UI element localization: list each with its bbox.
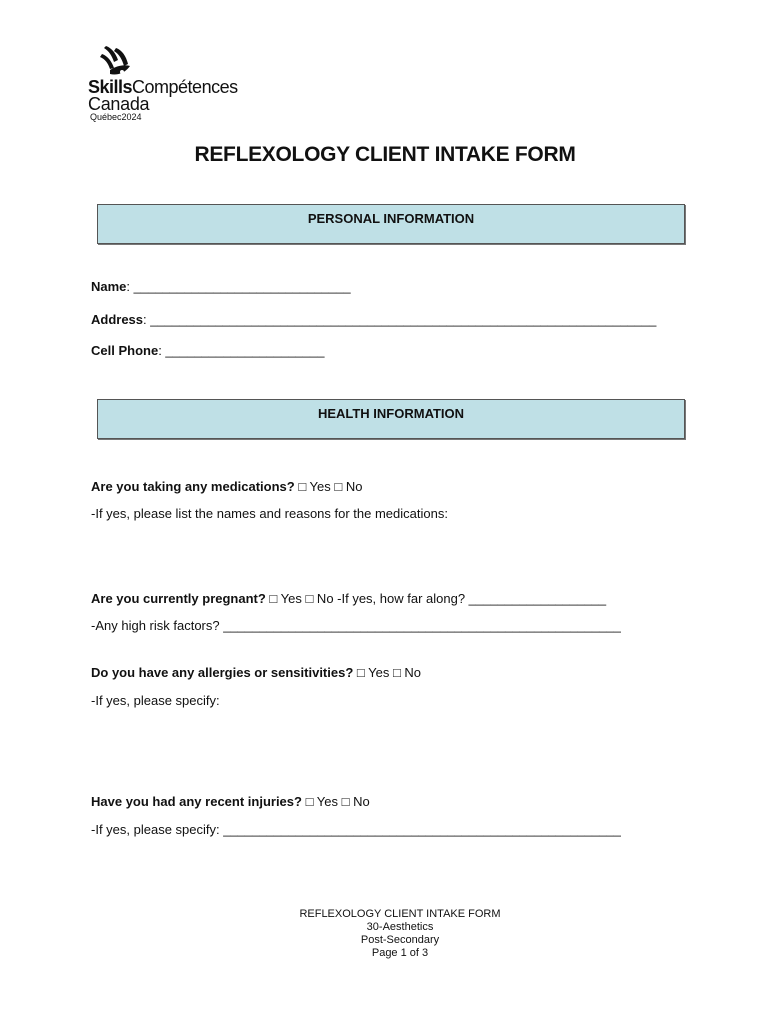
form-title: REFLEXOLOGY CLIENT INTAKE FORM: [194, 143, 576, 166]
cell-phone-blank[interactable]: : ______________________: [158, 343, 325, 358]
allergies-question-text: Do you have any allergies or sensitivities?: [91, 665, 354, 680]
name-field[interactable]: [91, 279, 351, 295]
injuries-question[interactable]: [91, 794, 370, 810]
skills-canada-hands-icon: [98, 44, 132, 78]
logo-quebec2024: Québec2024: [90, 112, 142, 122]
personal-information-header: [97, 204, 685, 244]
medications-checkboxes[interactable]: □ Yes □ No: [294, 479, 363, 494]
injuries-question-text: Have you had any recent injuries?: [91, 794, 302, 809]
allergies-followup: -If yes, please specify:: [91, 693, 220, 708]
injuries-followup-field[interactable]: -If yes, please specify: _______________________________________________________: [91, 822, 621, 837]
health-information-header: [97, 399, 685, 439]
skills-canada-logo: [88, 44, 258, 124]
personal-information-label: PERSONAL INFORMATION: [307, 211, 475, 226]
name-label: Name: [91, 279, 127, 294]
footer-level: Post-Secondary: [360, 934, 440, 946]
footer-page-number: Page 1 of 3: [371, 947, 429, 959]
address-field[interactable]: [91, 312, 656, 328]
pregnant-question[interactable]: [91, 591, 606, 607]
page-footer: [0, 908, 770, 960]
logo-canada: Canada: [88, 94, 150, 114]
pregnant-checkboxes[interactable]: □ Yes □ No -If yes, how far along? ___________________: [265, 591, 607, 606]
medications-question[interactable]: [91, 479, 362, 495]
risk-factors-field[interactable]: -Any high risk factors? _______________________________________________________: [91, 618, 621, 633]
injuries-checkboxes[interactable]: □ Yes □ No: [301, 794, 370, 809]
allergies-checkboxes[interactable]: □ Yes □ No: [353, 665, 422, 680]
medications-question-text: Are you taking any medications?: [91, 479, 295, 494]
address-blank[interactable]: : ______________________________________________________________________: [143, 312, 657, 327]
address-label: Address: [91, 312, 144, 327]
allergies-question[interactable]: [91, 665, 421, 681]
footer-category: 30-Aesthetics: [366, 921, 434, 933]
logo-competences: Compétences: [132, 77, 238, 97]
logo-skills: Skills: [88, 77, 133, 97]
pregnant-question-text: Are you currently pregnant?: [91, 591, 266, 606]
cell-phone-label: Cell Phone: [91, 343, 159, 358]
medications-followup: -If yes, please list the names and reasons for the medications:: [91, 506, 448, 521]
health-information-label: HEALTH INFORMATION: [317, 406, 465, 421]
name-blank[interactable]: : ______________________________: [126, 279, 351, 294]
cell-phone-field[interactable]: [91, 343, 324, 359]
footer-form-title: REFLEXOLOGY CLIENT INTAKE FORM: [299, 908, 501, 920]
